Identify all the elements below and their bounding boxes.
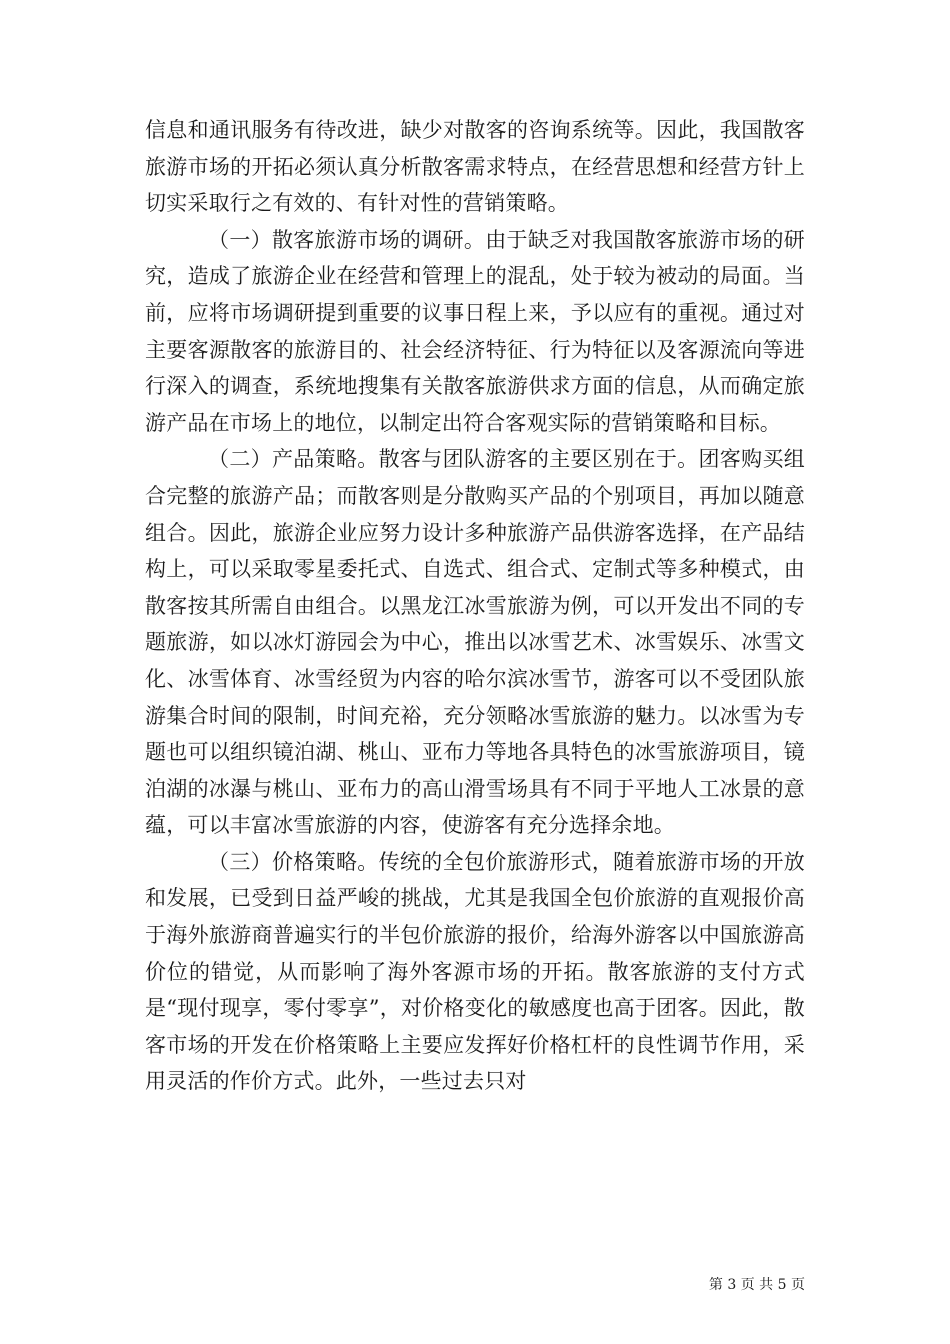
page-number-label: 第 3 页 共 5 页 xyxy=(708,1277,805,1293)
paragraph-market-research: （一）散客旅游市场的调研。由于缺乏对我国散客旅游市场的研究，造成了旅游企业在经营和管理上的混乱，处于较为被动的局面。当前，应将市场调研提到重要的议事日程上来，予以应有的重视。通过对主要客源散客的旅游目的、社会经济特征、行为特征以及客源流向等进行深入的调查，系统地搜集有关散客旅游供求方面的信息，从而确定旅游产品在市场上的地位，以制定出符合客观实际的营销策略和目标。 xyxy=(145,227,805,435)
page-footer xyxy=(0,1276,805,1294)
paragraph-intro-continuation: 信息和通讯服务有待改进，缺少对散客的咨询系统等。因此，我国散客旅游市场的开拓必须认真分析散客需求特点，在经营思想和经营方针上切实采取行之有效的、有针对性的营销策略。 xyxy=(145,118,805,216)
document-body xyxy=(145,112,805,1100)
paragraph-product-strategy: （二）产品策略。散客与团队游客的主要区别在于。团客购买组合完整的旅游产品；而散客则是分散购买产品的个别项目，再加以随意组合。因此，旅游企业应努力设计多种旅游产品供游客选择，在产品结构上，可以采取零星委托式、自选式、组合式、定制式等多种模式，由散客按其所需自由组合。以黑龙江冰雪旅游为例，可以开发出不同的专题旅游，如以冰灯游园会为中心，推出以冰雪艺术、冰雪娱乐、冰雪文化、冰雪体育、冰雪经贸为内容的哈尔滨冰雪节，游客可以不受团队旅游集合时间的限制，时间充裕，充分领略冰雪旅游的魅力。以冰雪为专题也可以组织镜泊湖、桃山、亚布力等地各具特色的冰雪旅游项目，镜泊湖的冰瀑与桃山、亚布力的高山滑雪场具有不同于平地人工冰景的意蕴，可以丰富冰雪旅游的内容，使游客有充分选择余地。 xyxy=(145,447,805,838)
paragraph-price-strategy: （三）价格策略。传统的全包价旅游形式，随着旅游市场的开放和发展，已受到日益严峻的挑战，尤其是我国全包价旅游的直观报价高于海外旅游商普遍实行的半包价旅游的报价，给海外游客以中国旅游高价位的错觉，从而影响了海外客源市场的开拓。散客旅游的支付方式是“现付现享，零付零享”，对价格变化的敏感度也高于团客。因此，散客市场的开发在价格策略上主要应发挥好价格杠杆的良性调节作用，采用灵活的作价方式。此外，一些过去只对 xyxy=(145,849,805,1094)
